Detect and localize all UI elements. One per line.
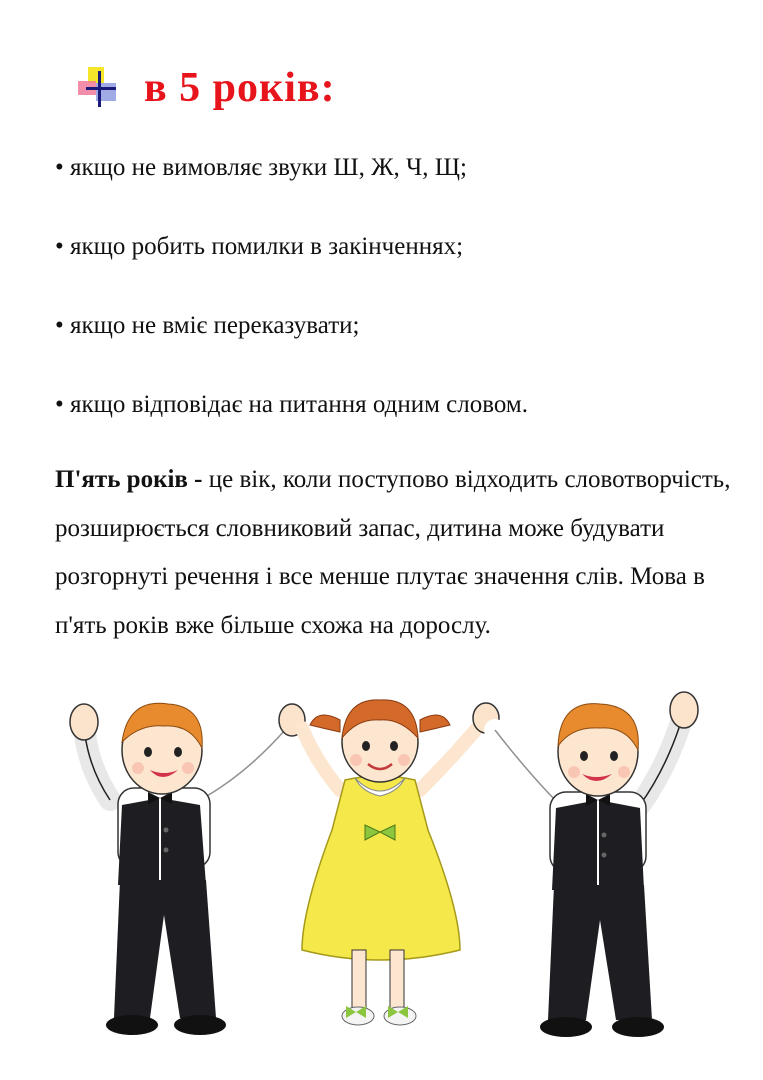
heading <box>78 58 336 118</box>
description-paragraph <box>55 456 735 650</box>
criteria-item: • якщо не вимовляє звуки Ш, Ж, Ч, Щ; <box>55 154 467 181</box>
girl-figure <box>302 700 499 1025</box>
right-boy-figure <box>495 692 698 1037</box>
criteria-item: • якщо відповідає на питання одним словом. <box>55 391 528 418</box>
left-boy-figure <box>70 703 305 1035</box>
children-illustration <box>40 680 730 1060</box>
paragraph-text: це вік, коли поступово відходить словотворчість, розширюється словниковий запас, дитина може будувати розгорнуті речення і все менше плутає значення слів. Мова в п'ять років вже більше схожа на дорослу. <box>55 466 731 639</box>
criteria-item: • якщо робить помилки в закінченнях; <box>55 233 464 260</box>
heading-text: в 5 років: <box>144 65 336 111</box>
paragraph-lead: П'ять років - <box>55 466 203 493</box>
criteria-item: • якщо не вміє переказувати; <box>55 312 360 339</box>
bullet-squares-icon <box>78 65 126 111</box>
criteria-list <box>55 150 528 466</box>
